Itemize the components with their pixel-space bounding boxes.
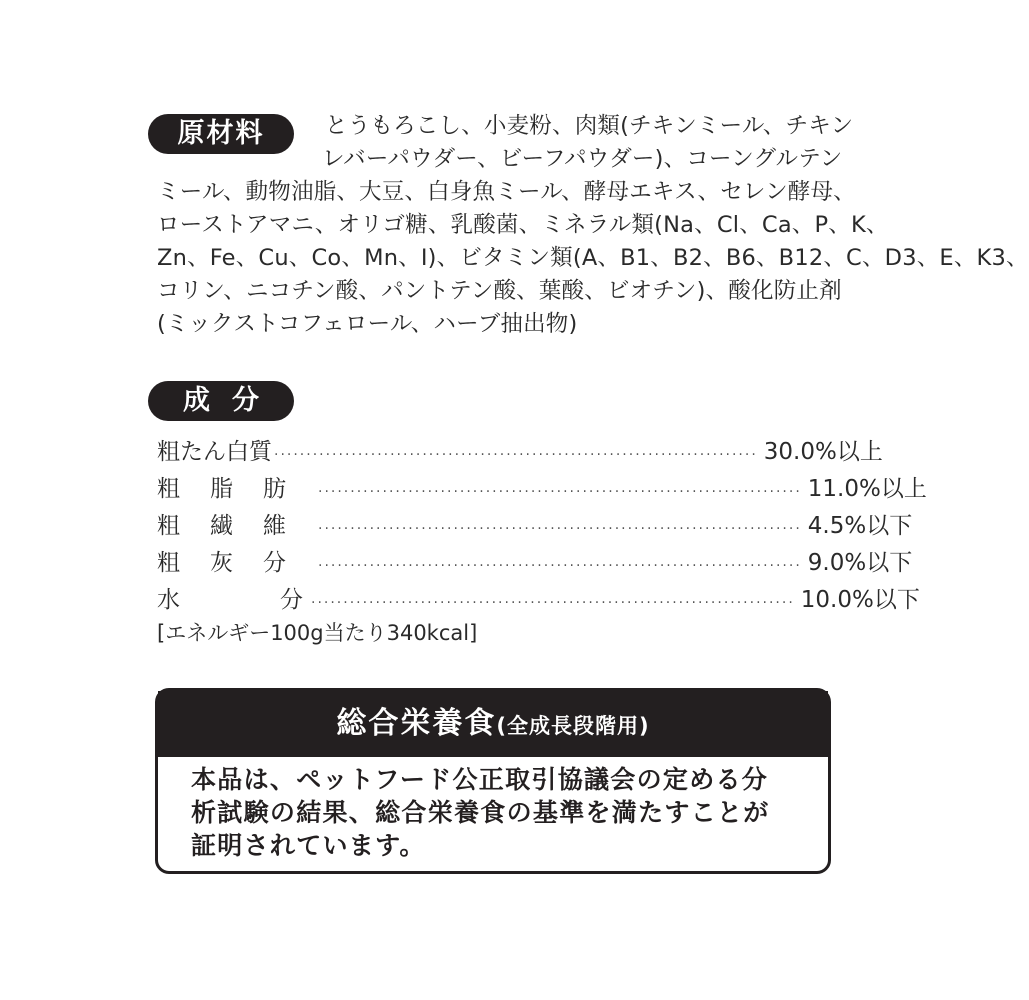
composition-label: 粗繊維 [157, 513, 316, 539]
composition-label: 粗たん白質 [157, 439, 272, 465]
composition-label: 粗脂肪 [157, 476, 316, 502]
nutrition-body [158, 757, 828, 862]
ingredients-line: コリン、ニコチン酸、パントテン酸、葉酸、ビオチン)、酸化防止剤 [157, 278, 842, 304]
ingredients-line: ローストアマニ、オリゴ糖、乳酸菌、ミネラル類(Na、Cl、Ca、P、K、 [157, 212, 889, 238]
leader-dots: ··········································································· [311, 595, 795, 611]
ingredients-line: とうもろこし、小麦粉、肉類(チキンミール、チキン [325, 113, 854, 139]
composition-value: 11.0%以上 [807, 476, 927, 502]
composition-row-fat [157, 470, 927, 504]
leader-dots: ··········································································· [318, 484, 802, 500]
ingredients-line: レバーパウダー、ビーフパウダー)、コーングルテン [322, 146, 843, 172]
ingredients-line: (ミックストコフェロール、ハーブ抽出物) [157, 311, 578, 337]
composition-value: 4.5%以下 [807, 513, 913, 539]
ingredients-heading: 原材料 [148, 114, 294, 154]
leader-dots: ··········································································· [318, 558, 802, 574]
ingredients-line: Zn、Fe、Cu、Co、Mn、I)、ビタミン類(A、B1、B2、B6、B12、C、D3、E、K3、 [157, 245, 1029, 271]
leader-dots: ··········································································· [318, 521, 802, 537]
composition-row-ash [157, 544, 913, 578]
ingredients-line: ミール、動物油脂、大豆、白身魚ミール、酵母エキス、セレン酵母、 [157, 179, 856, 205]
composition-label: 水分 [157, 587, 403, 613]
nutrition-body-line: 本品は、ペットフード公正取引協議会の定める分 [191, 765, 769, 794]
composition-row-protein [157, 433, 883, 467]
nutrition-body-line: 析試験の結果、総合栄養食の基準を満たすことが [191, 798, 770, 827]
nutrition-title: 総合栄養食 [336, 706, 497, 741]
composition-row-fiber [157, 507, 913, 541]
composition-value: 9.0%以下 [807, 550, 913, 576]
composition-label: 粗灰分 [157, 550, 316, 576]
composition-heading: 成分 [148, 381, 294, 421]
nutrition-body-line: 証明されています。 [191, 831, 426, 860]
nutrition-subtitle: (全成長段階用) [496, 714, 650, 738]
composition-value: 10.0%以下 [800, 587, 920, 613]
energy-note: [エネルギー100g当たり340kcal] [157, 621, 478, 645]
leader-dots: ··········································································· [274, 447, 758, 463]
composition-value: 30.0%以上 [763, 439, 883, 465]
composition-row-moisture [157, 581, 920, 615]
nutrition-header [158, 691, 828, 757]
nutrition-box [155, 688, 831, 874]
